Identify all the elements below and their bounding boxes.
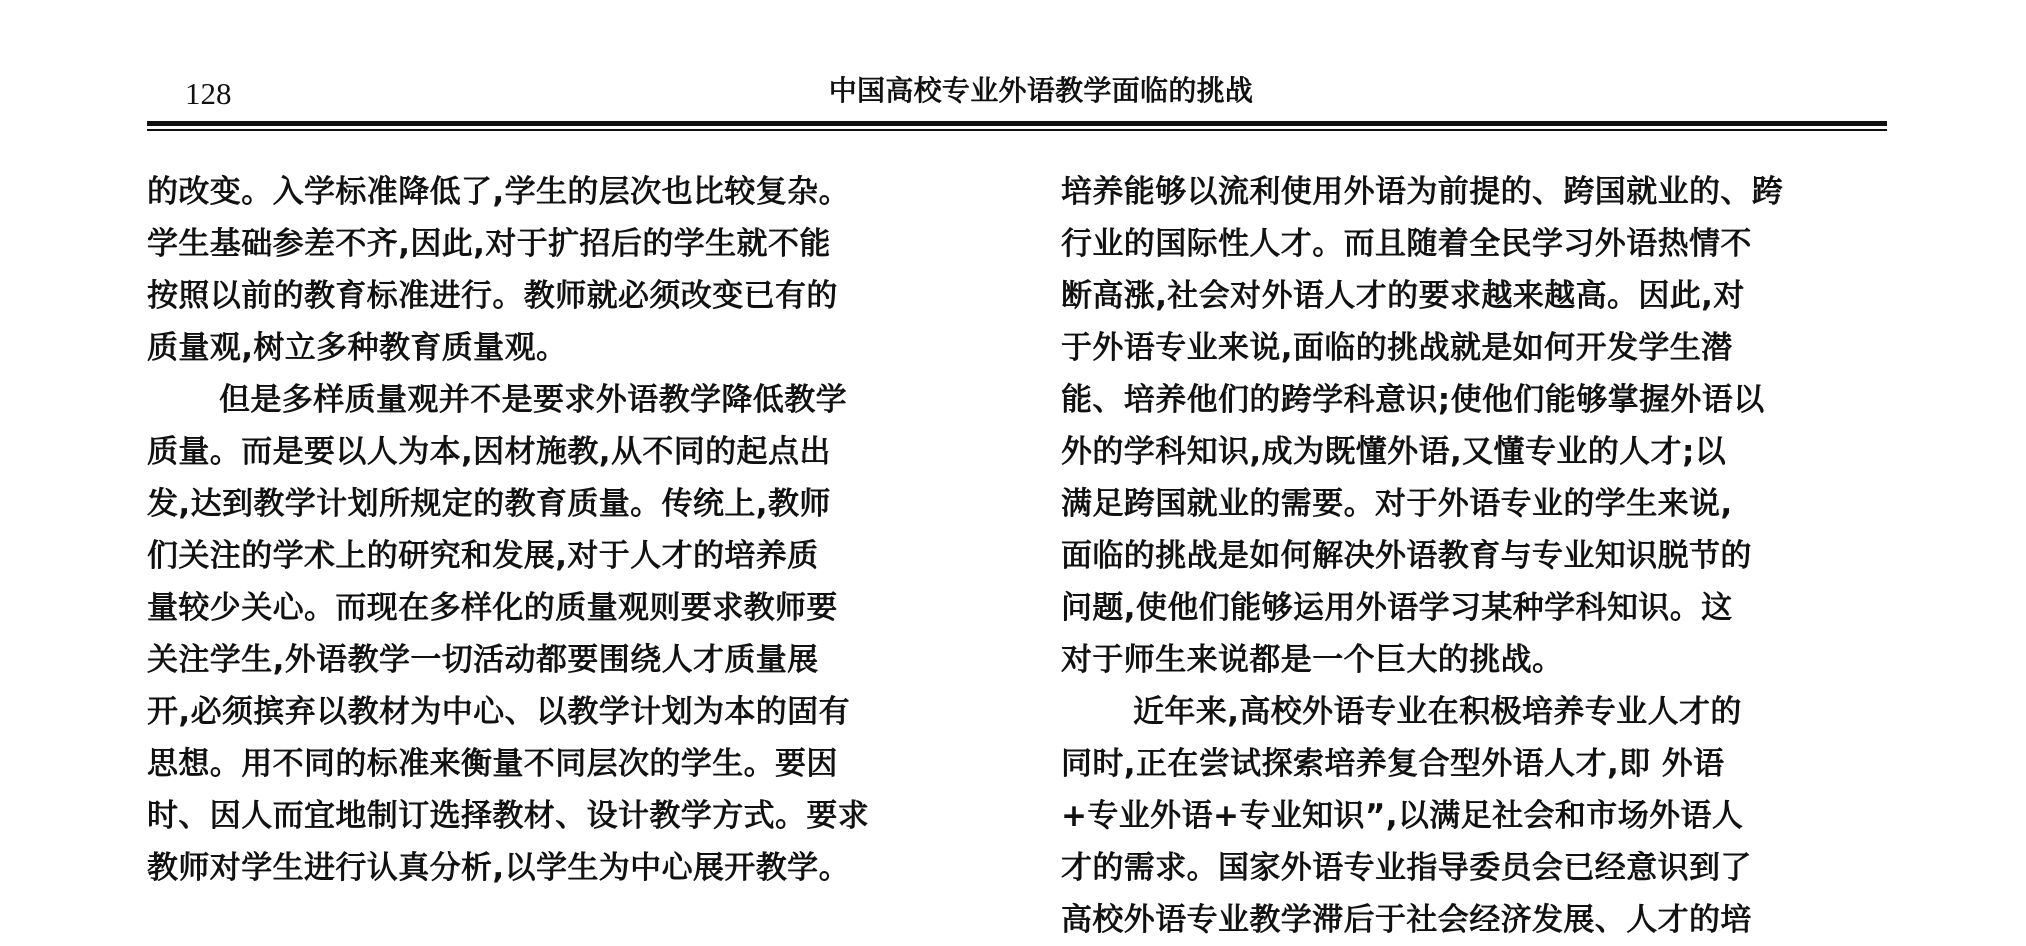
right-text-column	[1061, 166, 1897, 938]
left-line-14: 教师对学生进行认真分析,以学生为中心展开教学。	[147, 850, 850, 886]
left-text-column	[147, 166, 987, 894]
right-cropped-line: 高校外语专业教学滞后于社会经济发展、人才的培	[1061, 902, 1752, 938]
right-line-12: 同时,正在尝试探索培养复合型外语人才,即 外语	[1061, 746, 1725, 782]
page-number: 128	[185, 76, 232, 111]
header-thick-rule	[147, 121, 1887, 126]
right-line-13: +专业外语+专业知识”,以满足社会和市场外语人	[1061, 798, 1744, 834]
right-line-5: 能、培养他们的跨学科意识;使他们能够掌握外语以	[1061, 382, 1765, 418]
left-paragraph-indented-line: 但是多样质量观并不是要求外语教学降低教学	[219, 382, 847, 418]
right-line-14: 才的需求。国家外语专业指导委员会已经意识到了	[1061, 850, 1752, 886]
left-line-3: 按照以前的教育标准进行。教师就必须改变已有的	[147, 278, 838, 314]
left-line-4: 质量观,树立多种教育质量观。	[147, 330, 568, 366]
left-line-6: 质量。而是要以人为本,因材施教,从不同的起点出	[147, 434, 831, 470]
running-title: 中国高校专业外语教学面临的挑战	[828, 74, 1254, 107]
right-line-1: 培养能够以流利使用外语为前提的、跨国就业的、跨	[1061, 174, 1784, 210]
right-paragraph-indented-line: 近年来,高校外语专业在积极培养专业人才的	[1133, 694, 1742, 730]
left-line-12: 思想。用不同的标准来衡量不同层次的学生。要因	[147, 746, 838, 782]
left-line-8: 们关注的学术上的研究和发展,对于人才的培养质	[147, 538, 819, 574]
left-line-11: 开,必须摈弃以教材为中心、以教学计划为本的固有	[147, 694, 850, 730]
right-line-10: 对于师生来说都是一个巨大的挑战。	[1061, 642, 1564, 678]
left-line-2: 学生基础参差不齐,因此,对于扩招后的学生就不能	[147, 226, 831, 262]
header-thin-rule	[147, 129, 1887, 131]
left-line-7: 发,达到教学计划所规定的教育质量。传统上,教师	[147, 486, 831, 522]
right-line-3: 断高涨,社会对外语人才的要求越来越高。因此,对	[1061, 278, 1745, 314]
right-line-6: 外的学科知识,成为既懂外语,又懂专业的人才;以	[1061, 434, 1727, 470]
page-header	[147, 72, 1887, 122]
left-line-1: 的改变。入学标准降低了,学生的层次也比较复杂。	[147, 174, 850, 210]
left-line-9: 量较少关心。而现在多样化的质量观则要求教师要	[147, 590, 838, 626]
right-line-4: 于外语专业来说,面临的挑战就是如何开发学生潜	[1061, 330, 1733, 366]
left-line-10: 关注学生,外语教学一切活动都要围绕人才质量展	[147, 642, 819, 678]
right-line-2: 行业的国际性人才。而且随着全民学习外语热情不	[1061, 226, 1752, 262]
right-line-7: 满足跨国就业的需要。对于外语专业的学生来说,	[1061, 486, 1733, 522]
right-line-8: 面临的挑战是如何解决外语教育与专业知识脱节的	[1061, 538, 1752, 574]
left-line-13: 时、因人而宜地制订选择教材、设计教学方式。要求	[147, 798, 870, 834]
right-line-9: 问题,使他们能够运用外语学习某种学科知识。这	[1061, 590, 1733, 626]
